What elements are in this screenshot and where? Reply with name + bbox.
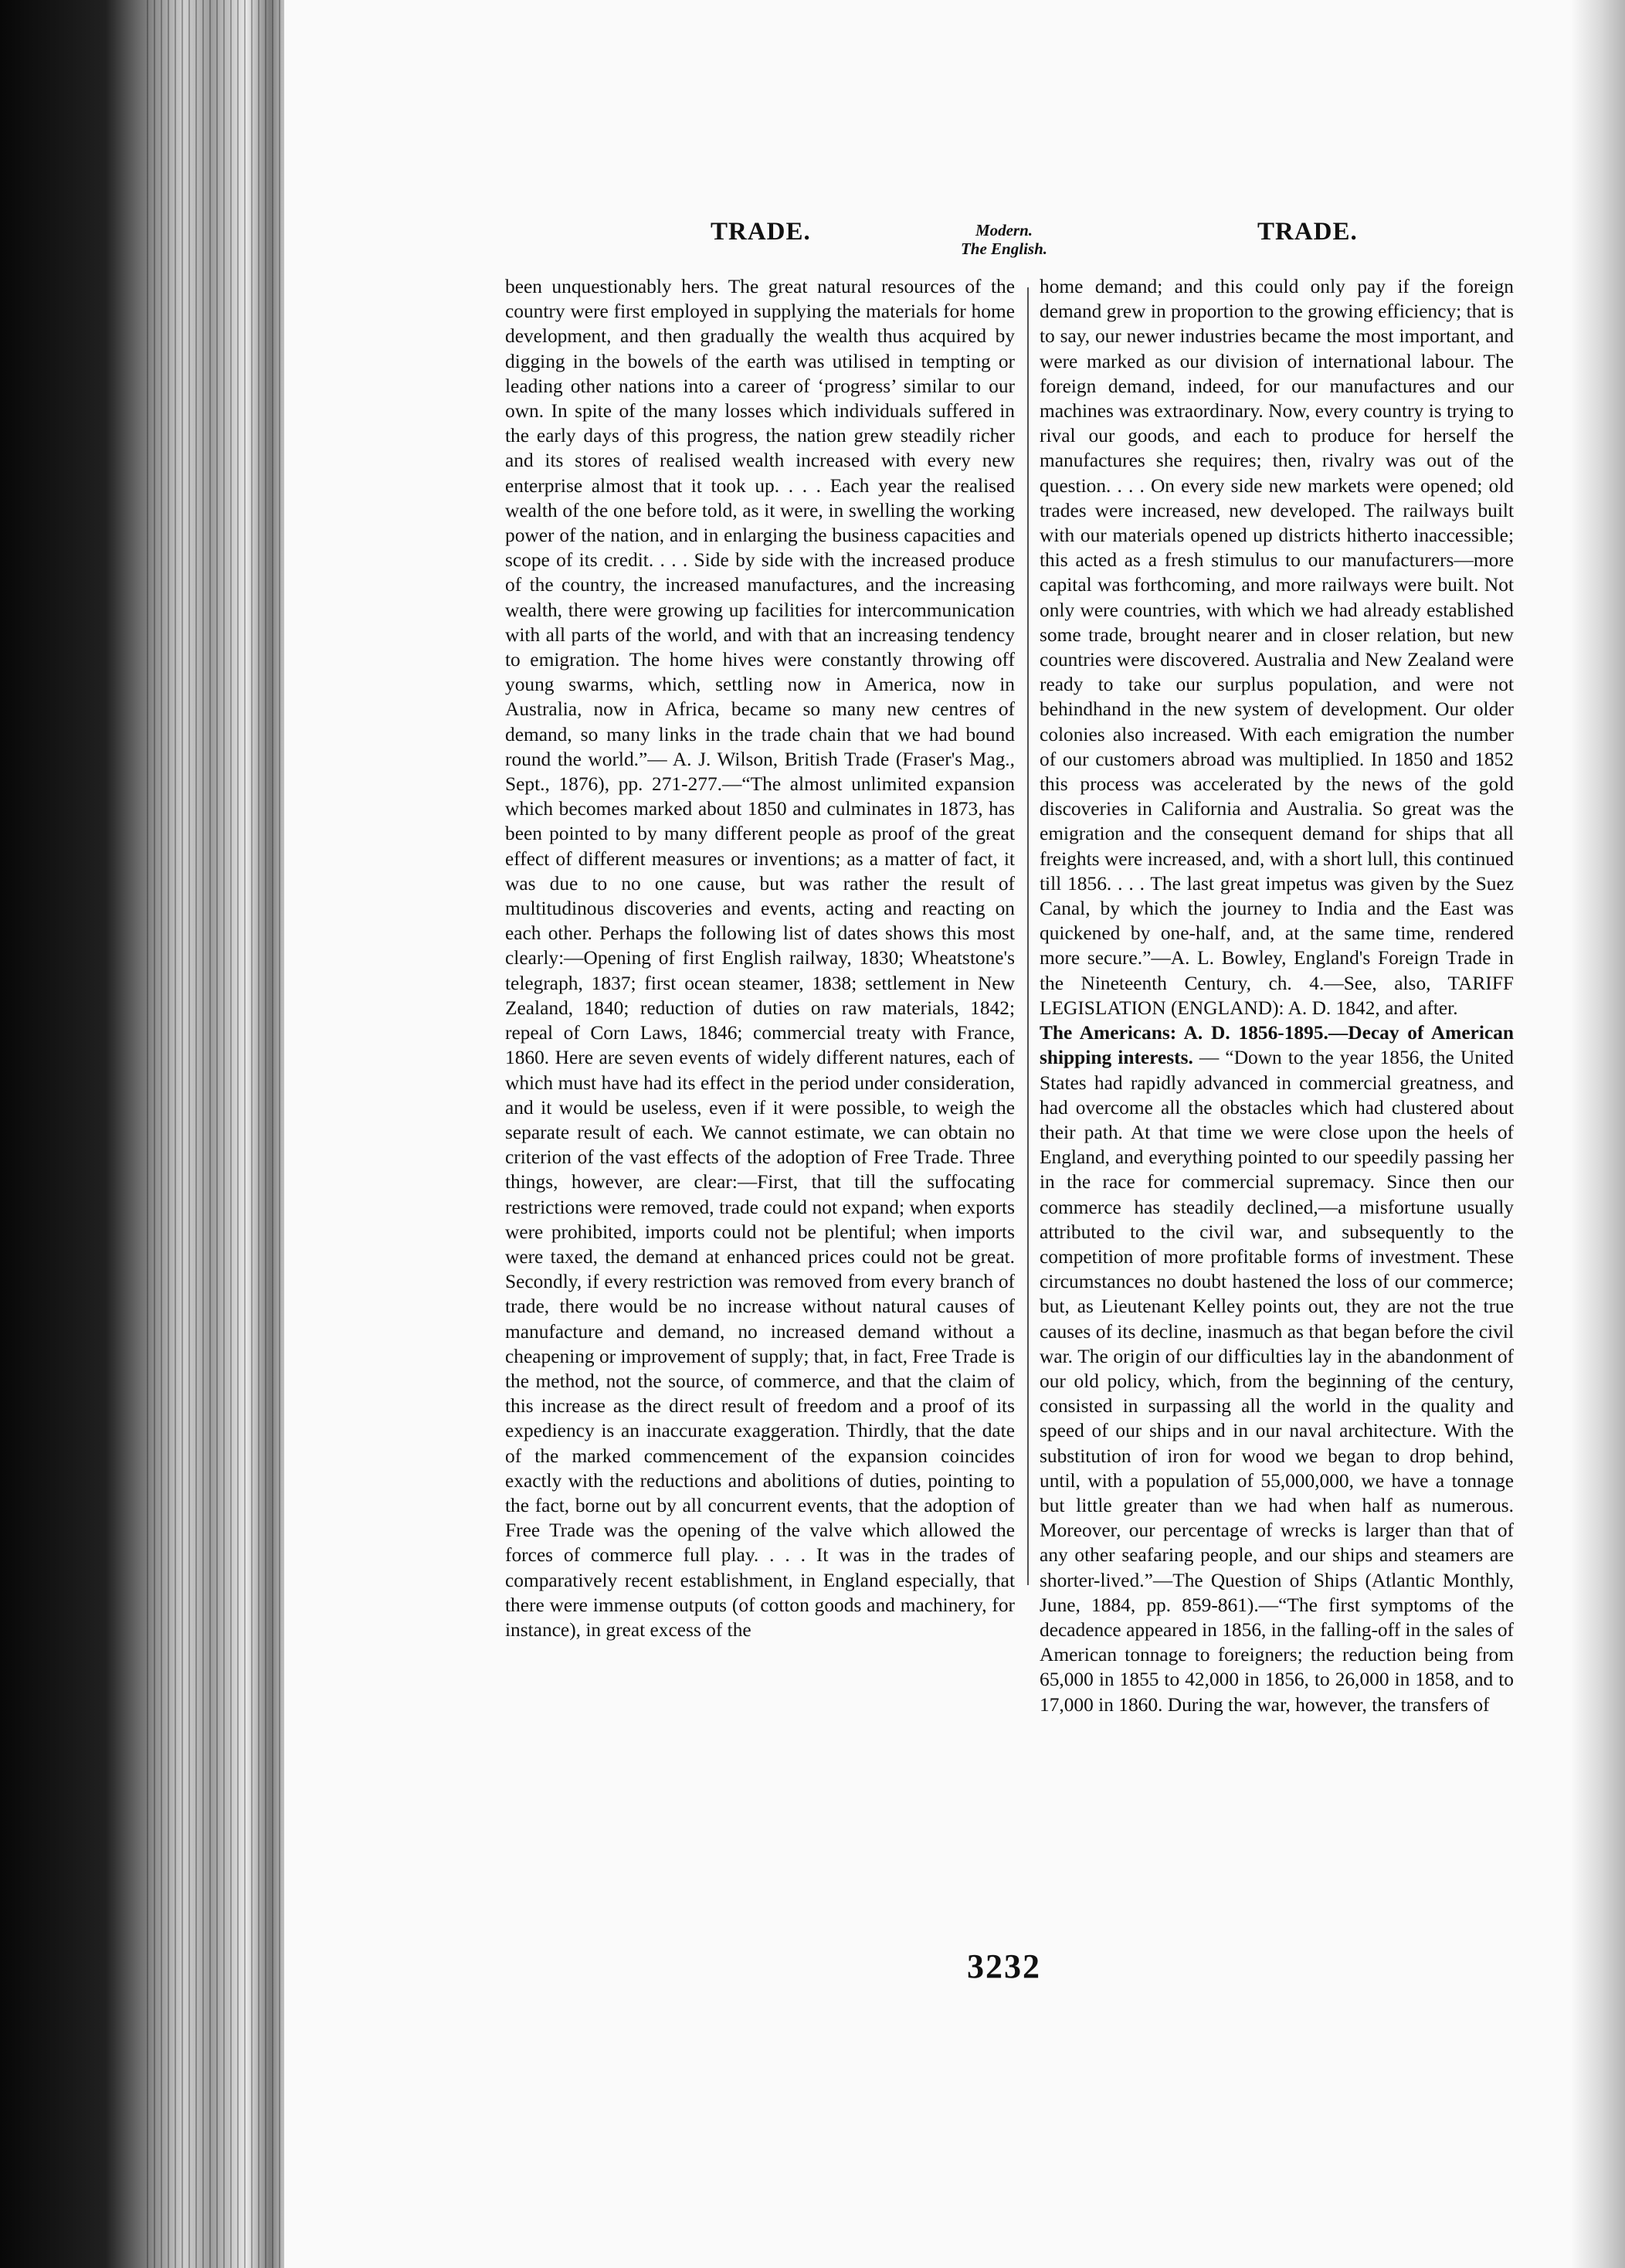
section-heading: The Americans: A. D. 1856-1895.—Decay of American shipping interests. (1040, 1022, 1514, 1069)
page-edges (147, 0, 293, 2268)
running-head-left: TRADE. (711, 218, 811, 246)
right-column-paragraph-2 (1040, 1020, 1514, 1717)
running-head-center (904, 221, 1104, 258)
column-divider (1027, 287, 1029, 1585)
right-column-paragraph-1: home demand; and this could only pay if the foreign demand grew in proportion to the growing efficiency; that is to say, our newer industries became the most important, and were marked as our division of international labour. The foreign demand, indeed, for our manufactures and our machines was extraordinary. Now, every country is trying to rival our goods, and each to produce for herself the manufactures she requires; then, rivalry was out of the question. . . . On every side new markets were opened; old trades were increased, new developed. The railways built with our materials opened up districts hitherto inaccessible; this acted as a fresh stimulus to our manufacturers—more capital was forthcoming, and more railways were built. Not only were countries, with which we had already established some trade, brought nearer and in closer relation, but new countries were discovered. Australia and New Zealand were ready to take our surplus population, and were not behindhand in the new system of development. Our older colonies also increased. With each emigration the number of our customers abroad was multiplied. In 1850 and 1852 this process was accelerated by the news of the gold discoveries in California and Australia. So great was the emigration and the consequent demand for ships that all freights were increased, and, with a short lull, this continued till 1856. . . . The last great impetus was given by the Suez Canal, by which the journey to India and the East was quickened by one-half, and, at the same time, rendered more secure.”—A. L. Bowley, England's Foreign Trade in the Nineteenth Century, ch. 4.—See, also, TARIFF LEGISLATION (ENGLAND): A. D. 1842, and after. (1040, 276, 1514, 1019)
right-page-shadow (1571, 0, 1625, 2268)
left-column-text: been unquestionably hers. The great natural resources of the country were first employed in supplying the materials for home development, and then gradually the wealth thus acquired by digging in the bowels of the earth was utilised in tempting or leading other nations into a career of ‘progress’ similar to our own. In spite of the many losses which individuals suffered in the early days of this progress, the nation grew steadily richer and its stores of realised wealth increased with every new enterprise almost that it took up. . . . Each year the realised wealth of the one before told, as it were, in swelling the working power of the nation, and in enlarging the business capacities and scope of its credit. . . . Side by side with the increased produce of the country, the increased manufactures, and the increasing wealth, there were growing up facilities for intercommunication with all parts of the world, and with that an increasing tendency to emigration. The home hives were constantly throwing off young swarms, which, settling now in America, now in Australia, now in Africa, became so many new centres of demand, so many links in the trade chain that we had bound round the world.”— A. J. Wilson, British Trade (Fraser's Mag., Sept., 1876), pp. 271-277.—“The almost unlimited expansion which becomes marked about 1850 and culminates in 1873, has been pointed to by many different people as proof of the great effect of different measures or inventions; as a matter of fact, it was due to no one cause, but was rather the result of multitudinous discoveries and events, acting and reacting on each other. Perhaps the following list of dates shows this most clearly:—Opening of first English railway, 1830; Wheatstone's telegraph, 1837; first ocean steamer, 1838; settlement in New Zealand, 1840; reduction of duties on raw materials, 1842; repeal of Corn Laws, 1846; commercial treaty with France, 1860. Here are seven events of widely different natures, each of which must have had its effect in the period under consideration, and it would be useless, even if it were possible, to weigh the separate result of each. We cannot estimate, we can obtain no criterion of the vast effects of the adoption of Free Trade. Three things, however, are clear:—First, that till the suffocating restrictions were removed, trade could not expand; when exports were prohibited, imports could not be plentiful; when imports were taxed, the demand at enhanced prices could not be great. Secondly, if every restriction was removed from every branch of trade, there would be no increase without natural causes of manufacture and demand, no increased demand without a cheapening or improvement of supply; that, in fact, Free Trade is the method, not the source, of commerce, and that the claim of this increase as the direct result of freedom and a proof of its expediency is an inaccurate exaggeration. Thirdly, that the date of the marked commencement of the expansion coincides exactly with the reductions and abolitions of duties, pointing to the fact, borne out by all concurrent events, that the adoption of Free Trade was the opening of the valve which allowed the forces of commerce full play. . . . It was in the trades of comparatively recent establishment, in England especially, that there were immense outputs (of cotton goods and machinery, for instance), in great excess of the (505, 276, 1016, 1641)
right-text-column (1040, 274, 1514, 1717)
running-head-center-line1: Modern. (975, 221, 1033, 239)
right-column-paragraph-2-text: — “Down to the year 1856, the United States had rapidly advanced in commercial greatness, and had overcome all the obstacles which had clustered about their path. At that time we were close upon the heels of England, and everything pointed to our speedily passing her in the race for commercial supremacy. Since then our commerce has steadily declined,—a misfortune usually attributed to the civil war, and subsequently to the competition of more profitable forms of investment. These circumstances no doubt hastened the loss of our commerce; but, as Lieutenant Kelley points out, they are not the true causes of its decline, inasmuch as that began before the civil war. The origin of our difficulties lay in the abandonment of our old policy, which, from the beginning of the century, consisted in surpassing all the world in the quality and speed of our ships and in our naval architecture. With the substitution of iron for wood we began to drop behind, until, with a population of 55,000,000, we have a tonnage but little greater than we had when half as numerous. Moreover, our percentage of wrecks is larger than that of any other seafaring people, and our ships and steamers are shorter-lived.”—The Question of Ships (Atlantic Monthly, June, 1884, pp. 859-861).—“The first symptoms of the decadence appeared in 1856, in the falling-off in the sales of American tonnage to foreigners; the reduction being from 65,000 in 1855 to 42,000 in 1856, to 26,000 in 1858, and to 17,000 in 1860. During the war, however, the transfers of (1040, 1047, 1515, 1716)
page-number: 3232 (967, 1947, 1041, 1985)
running-head-right: TRADE. (1257, 218, 1358, 246)
left-text-column (505, 274, 1015, 1642)
running-head-center-line2: The English. (960, 239, 1048, 258)
